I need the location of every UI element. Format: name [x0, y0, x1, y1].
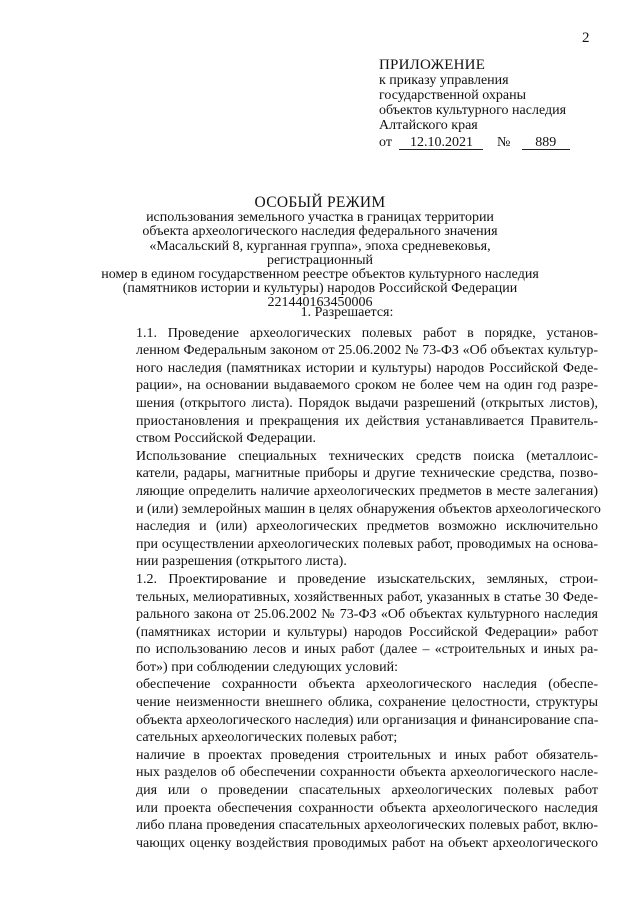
heading-line: использования земельного участка в границах территории: [146, 210, 494, 226]
heading-line: 221440163450006: [267, 295, 373, 311]
document-heading: [96, 196, 544, 311]
paragraph: [96, 448, 601, 571]
paragraph-line: и (или) землеройных машин в целях обнаружения объектов археологического: [136, 501, 601, 517]
appendix-block: [379, 58, 570, 150]
paragraph-line: наличие в проектах проведения строительных и иных работ обязатель-: [136, 747, 598, 763]
order-number: 889: [522, 136, 570, 150]
paragraph-line: рации», на основании выдаваемого сроком не более чем на один год разре-: [136, 378, 598, 394]
from-label: от: [379, 135, 392, 150]
paragraph-line: ного наследия (памятниках истории и культуры) народов Российской Феде-: [136, 360, 598, 376]
heading-line: (памятников истории и культуры) народов Российской Федерации: [122, 281, 518, 297]
page-number: 2: [582, 30, 590, 46]
paragraph-line: приостановления и прекращения их действия устанавливается Правитель-: [136, 413, 598, 429]
paragraph-line: 1.2. Проектирование и проведение изыскательских, земляных, строи-: [136, 571, 598, 587]
paragraph-line: ленном Федеральным законом от 25.06.2002 № 73-ФЗ «Об объектах культур-: [136, 343, 598, 359]
paragraph-line: нии разрешения (открытого листа).: [136, 554, 347, 570]
paragraph-line: чающих оценку воздействия проводимых работ на объект археологического: [136, 835, 598, 851]
section-title: 1. Разрешается:: [300, 305, 394, 320]
appendix-line: государственной охраны: [379, 88, 527, 103]
appendix-line: к приказу управления: [379, 73, 509, 88]
paragraph-line: 1.1. Проведение археологических полевых работ в порядке, установ-: [136, 325, 598, 341]
paragraph-line: бот») при соблюдении следующих условий:: [136, 659, 399, 675]
paragraph-line: при осуществлении археологических полевых работ, проводимых на основа-: [136, 536, 598, 552]
document-body: [96, 304, 601, 852]
paragraph: [96, 676, 598, 746]
paragraph-line: дия или о проведении спасательных археологических полевых работ: [136, 783, 598, 799]
paragraph-line: катели, радары, магнитные приборы и другие технические средства, позво-: [136, 466, 598, 482]
paragraph-line: рального закона от 25.06.2002 № 73-ФЗ «Об объектах культурного наследия: [136, 607, 598, 623]
paragraph-line: Использование специальных технических средств поиска (металлоис-: [136, 448, 598, 464]
paragraph-line: наследия и (или) археологических предметов возможно исключительно: [136, 519, 598, 535]
paragraph-line: ляющие определить наличие археологических предметов в месте залегания): [136, 483, 598, 499]
paragraph-line: сательных археологических полевых работ;: [136, 730, 398, 746]
appendix-line: Алтайского края: [379, 118, 478, 133]
paragraph-line: или проекта обеспечения сохранности объекта археологического наследия: [136, 800, 598, 816]
paragraph: [96, 747, 598, 853]
paragraph-line: тельных, мелиоративных, хозяйственных работ, указанных в статье 30 Феде-: [136, 589, 598, 605]
paragraph-line: шения (открытого листа). Порядок выдачи разрешений (открытых листов),: [136, 395, 598, 411]
number-sign: №: [496, 135, 511, 150]
paragraph: [96, 571, 598, 677]
paragraph-line: ных разделов об обеспечении сохранности объекта археологического насле-: [136, 765, 598, 781]
order-date: 12.10.2021: [399, 136, 483, 150]
paragraph: [96, 325, 598, 448]
heading-line: объекта археологического наследия федерального значения: [142, 224, 498, 240]
order-reference: [379, 135, 570, 150]
paragraphs: [96, 325, 601, 853]
paragraph-line: либо плана проведения спасательных археологических полевых работ, вклю-: [136, 818, 598, 834]
paragraph-line: объекта археологического наследия) или организация и финансирование спа-: [136, 712, 599, 728]
heading-line: «Масальский 8, курганная группа», эпоха средневековья, регистрационный: [149, 238, 491, 268]
appendix-line: объектов культурного наследия: [379, 103, 567, 118]
appendix-title: ПРИЛОЖЕНИЕ: [379, 57, 486, 73]
paragraph-line: обеспечение сохранности объекта археологического наследия (обеспе-: [136, 677, 598, 693]
paragraph-line: ством Российской Федерации.: [136, 431, 317, 447]
paragraph-line: по использованию лесов и иных работ (далее – «строительных и иных ра-: [136, 642, 598, 658]
heading-title: ОСОБЫЙ РЕЖИМ: [254, 194, 386, 211]
paragraph-line: (памятниках истории и культуры) народов Российской Федерации» работ: [136, 624, 598, 640]
heading-line: номер в едином государственном реестре объектов культурного наследия: [101, 267, 539, 283]
paragraph-line: чение неизменности внешнего облика, сохранение целостности, структуры: [136, 695, 598, 711]
